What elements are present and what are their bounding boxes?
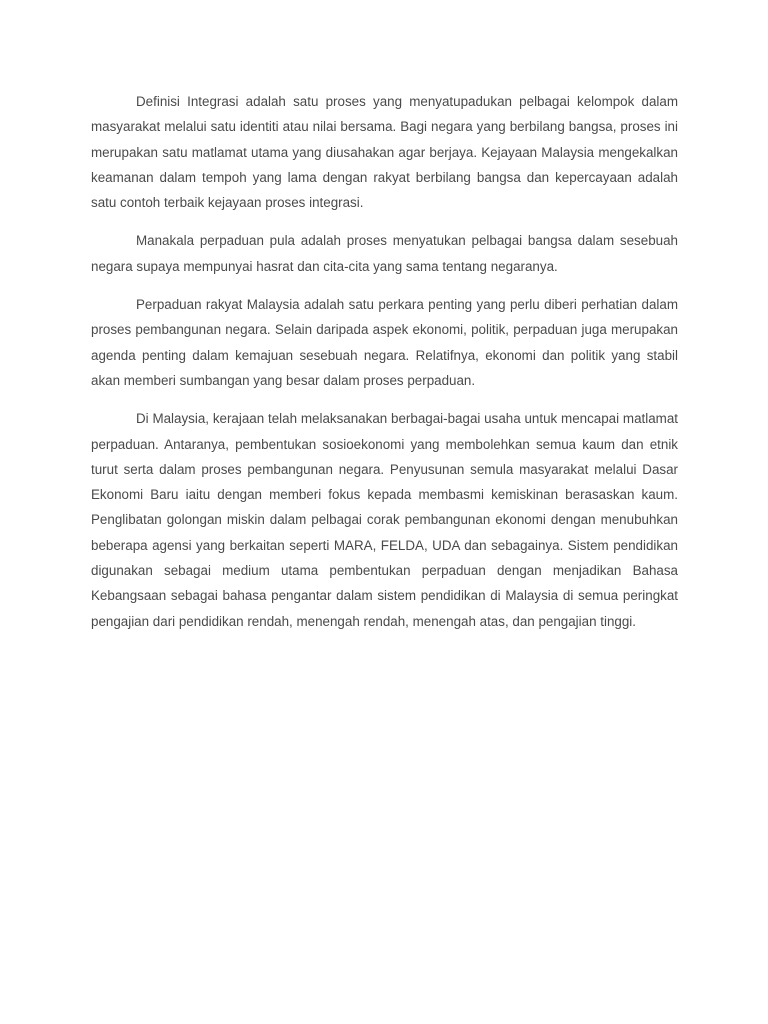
document-body	[91, 89, 678, 647]
paragraph-usaha-kerajaan: Di Malaysia, kerajaan telah melaksanakan berbagai-bagai usaha untuk mencapai matlamat perpaduan. Antaranya, pembentukan sosioekonomi yang membolehkan semua kaum dan etnik turut serta dalam proses pembangunan negara. Penyusunan semula masyarakat melalui Dasar Ekonomi Baru iaitu dengan memberi fokus kepada membasmi kemiskinan berasaskan kaum. Penglibatan golongan miskin dalam pelbagai corak pembangunan ekonomi dengan menubuhkan beberapa agensi yang berkaitan seperti MARA, FELDA, UDA dan sebagainya. Sistem pendidikan digunakan sebagai medium utama pembentukan perpaduan dengan menjadikan Bahasa Kebangsaan sebagai bahasa pengantar dalam sistem pendidikan di Malaysia di semua peringkat pengajian dari pendidikan rendah, menengah rendah, menengah atas, dan pengajian tinggi.	[91, 411, 678, 629]
paragraph-perpaduan-rakyat: Perpaduan rakyat Malaysia adalah satu perkara penting yang perlu diberi perhatian dalam proses pembangunan negara. Selain daripada aspek ekonomi, politik, perpaduan juga merupakan agenda penting dalam kemajuan sesebuah negara. Relatifnya, ekonomi dan politik yang stabil akan memberi sumbangan yang besar dalam proses perpaduan.	[91, 297, 678, 388]
paragraph-perpaduan-definisi: Manakala perpaduan pula adalah proses menyatukan pelbagai bangsa dalam sesebuah negara supaya mempunyai hasrat dan cita-cita yang sama tentang negaranya.	[91, 233, 678, 274]
paragraph-integrasi: Definisi Integrasi adalah satu proses yang menyatupadukan pelbagai kelompok dalam masyarakat melalui satu identiti atau nilai bersama. Bagi negara yang berbilang bangsa, proses ini merupakan satu matlamat utama yang diusahakan agar berjaya. Kejayaan Malaysia mengekalkan keamanan dalam tempoh yang lama dengan rakyat berbilang bangsa dan kepercayaan adalah satu contoh terbaik kejayaan proses integrasi.	[91, 94, 678, 211]
